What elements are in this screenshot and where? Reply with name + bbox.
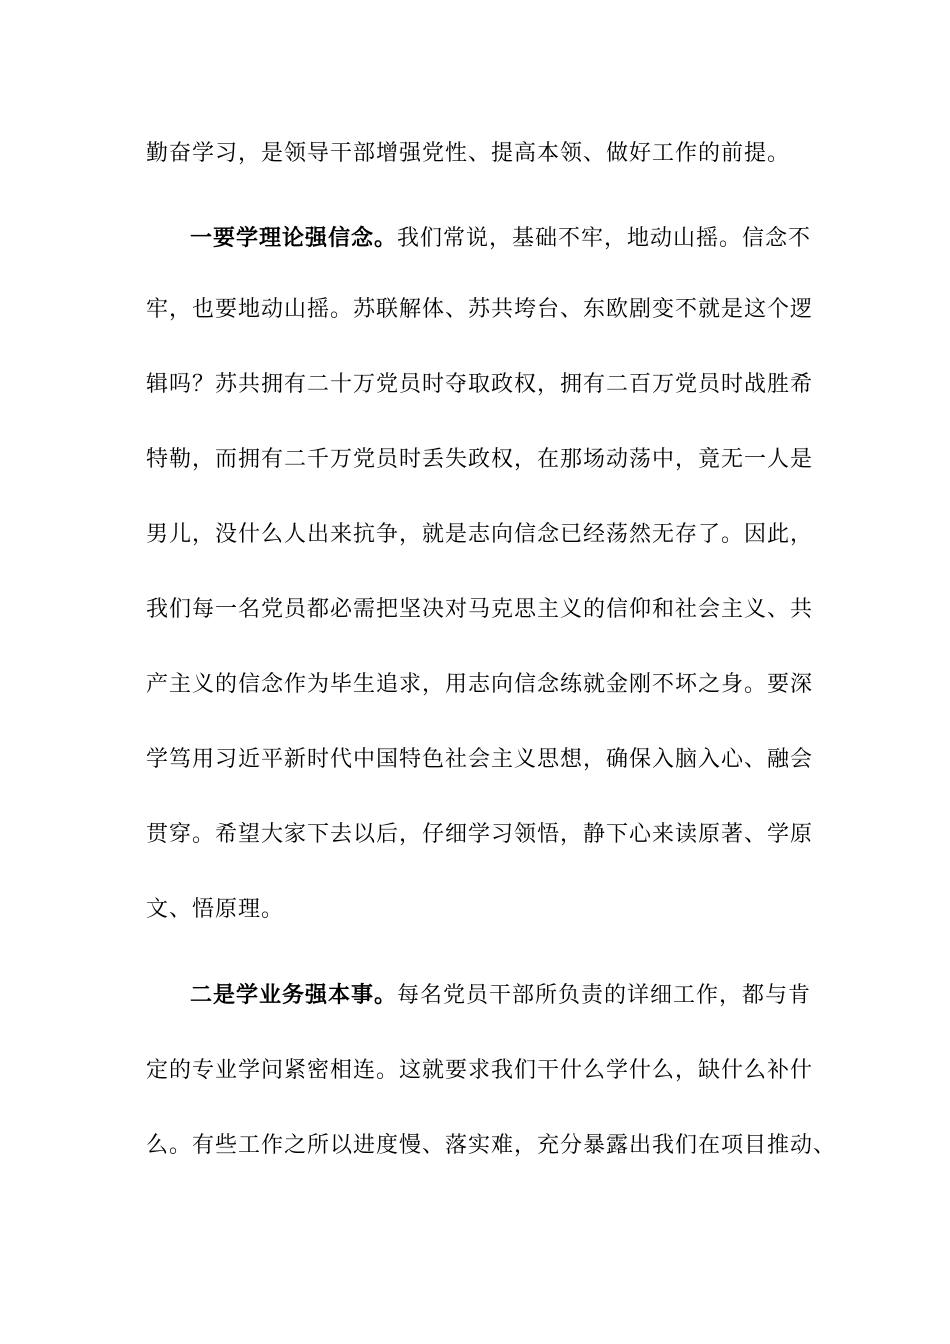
paragraph-1-line-6: 产主义的信念作为毕生追求，用志向信念练就金刚不坏之身。要深 (146, 672, 814, 697)
paragraph-1-line-5: 我们每一名党员都必需把坚决对马克思主义的信仰和社会主义、共 (146, 597, 814, 622)
paragraph-1-line-0 (190, 224, 812, 254)
paragraph-1-line-2: 辑吗？苏共拥有二十万党员时夺取政权，拥有二百万党员时战胜希 (146, 372, 814, 397)
paragraph-1-line-4: 男儿，没什么人出来抗争，就是志向信念已经荡然无存了。因此， (146, 522, 814, 547)
paragraph-1-line-8: 贯穿。希望大家下去以后，仔细学习领悟，静下心来读原著、学原 (146, 822, 814, 847)
paragraph-2-first-line-text: 每名党员干部所负责的详细工作，都与肯 (397, 983, 812, 1008)
paragraph-1-first-line-text: 我们常说，基础不牢，地动山摇。信念不 (397, 226, 812, 251)
paragraph-1-line-9: 文、悟原理。 (146, 897, 285, 922)
paragraph-0-line-0: 勤奋学习，是领导干部增强党性、提高本领、做好工作的前提。 (146, 141, 791, 166)
paragraph-2-heading: 二是学业务强本事。 (190, 983, 398, 1008)
paragraph-1-heading: 一要学理论强信念。 (190, 226, 398, 251)
paragraph-2-line-1: 定的专业学问紧密相连。这就要求我们干什么学什么，缺什么补什 (146, 1058, 814, 1083)
paragraph-1-line-3: 特勒，而拥有二千万党员时丢失政权，在那场动荡中，竟无一人是 (146, 447, 814, 472)
paragraph-2-line-0 (190, 981, 812, 1011)
paragraph-2-line-2: 么。有些工作之所以进度慢、落实难，充分暴露出我们在项目推动、 (146, 1133, 837, 1158)
paragraph-1-line-1: 牢，也要地动山摇。苏联解体、苏共垮台、东欧剧变不就是这个逻 (146, 297, 814, 322)
paragraph-1-line-7: 学笃用习近平新时代中国特色社会主义思想，确保入脑入心、融会 (146, 747, 814, 772)
